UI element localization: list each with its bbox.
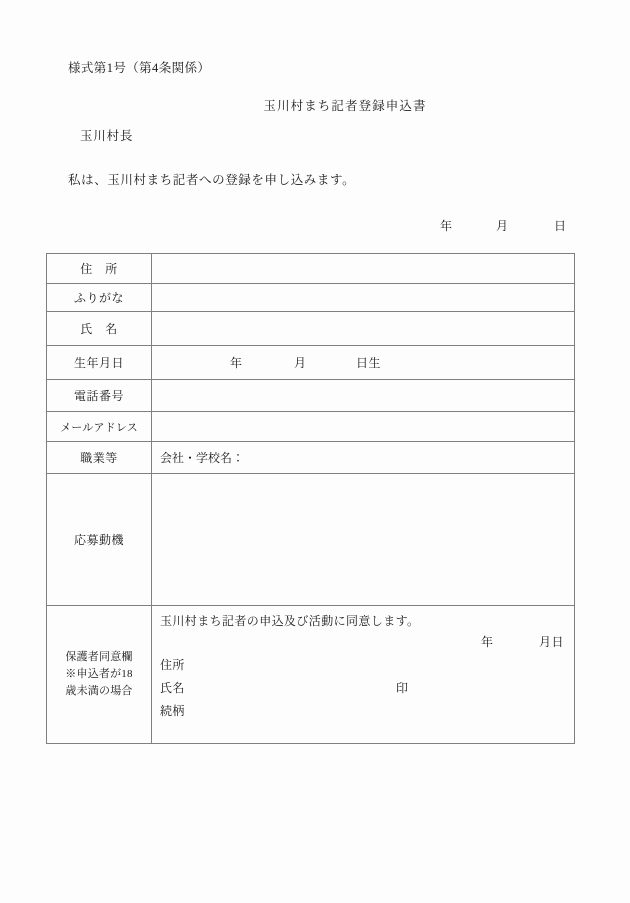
guardian-address-field[interactable] (160, 659, 574, 671)
row-label-birthdate: 生年月日 (47, 346, 152, 380)
declaration-statement: 私は、玉川村まち記者への登録を申し込みます。 (68, 173, 356, 187)
guardian-month-label: 月 (538, 635, 552, 649)
row-label-telephone: 電話番号 (47, 380, 152, 412)
birth-month-label: 月 (294, 356, 307, 370)
guardian-year-label: 年 (480, 635, 494, 649)
page-title: 玉川村まち記者登録申込書 (263, 99, 427, 113)
form-code: 様式第1号（第4条関係） (68, 61, 211, 75)
guardian-label-line3: 歳未満の場合 (65, 685, 133, 698)
guardian-date-line (160, 636, 574, 648)
submission-month-label: 月 (496, 219, 509, 233)
row-value-furigana[interactable] (152, 284, 575, 312)
guardian-label-line1: 保護者同意欄 (65, 650, 133, 663)
row-value-birthdate[interactable] (152, 346, 575, 380)
guardian-body (160, 606, 574, 717)
birthdate-line (160, 354, 574, 371)
guardian-label-line2: ※申込者が18 (65, 667, 133, 680)
row-value-telephone[interactable] (152, 380, 575, 412)
row-label-name: 氏 名 (47, 312, 152, 346)
guardian-seal-label: 印 (396, 681, 409, 695)
guardian-label-stack (47, 649, 151, 700)
row-value-name[interactable] (152, 312, 575, 346)
birth-year-label: 年 (230, 356, 243, 370)
birth-day-label: 日生 (356, 356, 382, 370)
guardian-consent-text: 玉川村まち記者の申込及び活動に同意します。 (160, 614, 420, 628)
table-row (47, 312, 575, 346)
table-row (47, 606, 575, 744)
submission-date-line (440, 217, 567, 234)
table-row (47, 284, 575, 312)
table-row (47, 380, 575, 412)
row-label-guardian-consent (47, 606, 152, 744)
submission-year-label: 年 (440, 219, 453, 233)
row-value-address[interactable] (152, 254, 575, 284)
table-row (47, 254, 575, 284)
guardian-name-field[interactable] (160, 682, 574, 694)
table-row (47, 442, 575, 474)
guardian-relation-label: 続柄 (160, 704, 185, 718)
row-label-occupation: 職業等 (47, 442, 152, 474)
row-label-email: メールアドレス (47, 412, 152, 442)
table-row (47, 346, 575, 380)
guardian-address-label: 住所 (160, 658, 185, 672)
application-form-table (46, 253, 575, 744)
table-row (47, 474, 575, 606)
table-row (47, 412, 575, 442)
row-label-motivation: 応募動機 (47, 474, 152, 606)
addressee: 玉川村長 (80, 129, 134, 143)
guardian-relation-field[interactable] (160, 705, 574, 717)
row-value-email[interactable] (152, 412, 575, 442)
guardian-day-label: 日 (551, 635, 564, 649)
row-value-motivation[interactable] (152, 474, 575, 606)
row-value-occupation[interactable]: 会社・学校名： (152, 442, 575, 474)
row-label-address: 住 所 (47, 254, 152, 284)
guardian-name-label: 氏名 (160, 681, 185, 695)
submission-day-label: 日 (554, 219, 567, 233)
row-label-furigana: ふりがな (47, 284, 152, 312)
row-value-guardian-consent[interactable] (152, 606, 575, 744)
